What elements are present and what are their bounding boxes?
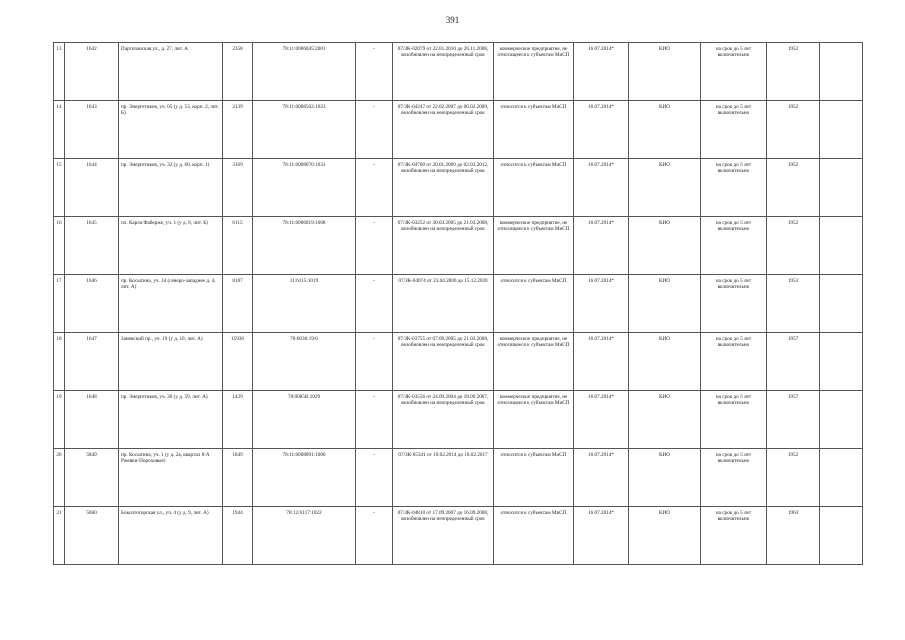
empty-cell-cell: - [356, 101, 393, 159]
date-cell: 16.07.2014* [574, 449, 629, 507]
blank-cell-cell [820, 333, 863, 391]
area-cell: 2358 [223, 43, 253, 101]
lease-agreement-cell: 07/ЗК-03252 от 30.03.2005 до 21.03.2008, возобновлен на неопределенный срок [393, 217, 494, 275]
cadastral-number-cell: 11:6115:1019 [253, 275, 356, 333]
authority-cell: КИО [629, 275, 701, 333]
object-id-cell: 1648 [65, 391, 119, 449]
page-number: 391 [445, 15, 460, 25]
blank-cell-cell [820, 101, 863, 159]
code-cell: 1957 [767, 391, 820, 449]
table-row [54, 275, 863, 333]
cadastral-number-cell: 78:11:0008070:1033 [253, 159, 356, 217]
object-id-cell: 1646 [65, 275, 119, 333]
row-number-cell: 18 [54, 333, 65, 391]
object-id-cell: 1644 [65, 159, 119, 217]
term-cell: на срок до 5 лет включительно [701, 275, 767, 333]
code-cell: 1952 [767, 101, 820, 159]
date-cell: 16.07.2014* [574, 43, 629, 101]
area-cell: 3169 [223, 159, 253, 217]
date-cell: 16.07.2014* [574, 333, 629, 391]
date-cell: 16.07.2014* [574, 159, 629, 217]
blank-cell-cell [820, 507, 863, 565]
area-cell: 2139 [223, 101, 253, 159]
authority-cell: КИО [629, 43, 701, 101]
code-cell: 1952 [767, 217, 820, 275]
object-id-cell: 1645 [65, 217, 119, 275]
lease-agreement-cell: 07/ЗК-02079 от 22.01.2010 до 26.11.2008, возобновлен на неопределенный срок [393, 43, 494, 101]
date-cell: 16.07.2014* [574, 507, 629, 565]
term-cell: на срок до 5 лет включительно [701, 391, 767, 449]
code-cell: 1952 [767, 159, 820, 217]
row-number-cell: 16 [54, 217, 65, 275]
authority-cell: КИО [629, 507, 701, 565]
area-cell: 6115 [223, 217, 253, 275]
code-cell: 1952 [767, 449, 820, 507]
object-id-cell: 5849 [65, 449, 119, 507]
address-cell: пл. Карла Фаберже, уч. 1 (у д. 8, лит. Б) [119, 217, 223, 275]
smb-status-cell: относится к субъектам МиСП [494, 159, 574, 217]
empty-cell-cell: - [356, 159, 393, 217]
authority-cell: КИО [629, 391, 701, 449]
row-number-cell: 20 [54, 449, 65, 507]
table-row [54, 333, 863, 391]
term-cell: на срок до 5 лет включительно [701, 333, 767, 391]
area-cell: 1429 [223, 391, 253, 449]
address-cell: Партизанская ул., д. 27, лит. А [119, 43, 223, 101]
object-id-cell: 1647 [65, 333, 119, 391]
cadastral-number-cell: 78:11:0006045:2001 [253, 43, 356, 101]
empty-cell-cell: - [356, 43, 393, 101]
term-cell: на срок до 5 лет включительно [701, 43, 767, 101]
table-row [54, 101, 863, 159]
row-number-cell: 13 [54, 43, 65, 101]
lease-agreement-cell: 07/ЗК-04700 от 20.01.2009 до 02.03.2012, возобновлен на неопределенный срок [393, 159, 494, 217]
authority-cell: КИО [629, 101, 701, 159]
cadastral-number-cell: 78:12:6117:1022 [253, 507, 356, 565]
smb-status-cell: относится к субъектам МиСП [494, 275, 574, 333]
smb-status-cell: коммерческое предприятие, не относящееся к субъектам МиСП [494, 391, 574, 449]
table-row [54, 217, 863, 275]
table-row [54, 391, 863, 449]
address-cell: пр. Косыгина, уч. 34 (северо-западнее д. 4, лит. А) [119, 275, 223, 333]
row-number-cell: 21 [54, 507, 65, 565]
cadastral-number-cell: 78:11:0008502:1023 [253, 101, 356, 159]
authority-cell: КИО [629, 217, 701, 275]
smb-status-cell: относится к субъектам МиСП [494, 449, 574, 507]
address-cell: Бокситогорская ул., уч. 4 (у д. 9, лит. А) [119, 507, 223, 565]
smb-status-cell: относится к субъектам МиСП [494, 101, 574, 159]
smb-status-cell: коммерческое предприятие, не относящееся к субъектам МиСП [494, 43, 574, 101]
code-cell: 1957 [767, 333, 820, 391]
term-cell: на срок до 5 лет включительно [701, 159, 767, 217]
code-cell: 1963 [767, 507, 820, 565]
term-cell: на срок до 5 лет включительно [701, 507, 767, 565]
lease-agreement-cell: 07/ЗК-04810 от 17.09.2007 до 16.09.2008, возобновлен на неопределенный срок [393, 507, 494, 565]
table-row [54, 159, 863, 217]
term-cell: на срок до 5 лет включительно [701, 101, 767, 159]
authority-cell: КИО [629, 449, 701, 507]
lease-agreement-cell: 07/ЗК-03755 от 07.09.2005 до 21.03.2008, возобновлен на неопределенный срок [393, 333, 494, 391]
lease-agreement-cell: 07/ЗК-05341 от 19.02.2014 до 18.02.2017 [393, 449, 494, 507]
term-cell: на срок до 5 лет включительно [701, 217, 767, 275]
object-id-cell: 5660 [65, 507, 119, 565]
area-cell: 1944 [223, 507, 253, 565]
empty-cell-cell: - [356, 391, 393, 449]
date-cell: 16.07.2014* [574, 275, 629, 333]
empty-cell-cell: - [356, 217, 393, 275]
object-id-cell: 1643 [65, 101, 119, 159]
empty-cell-cell: - [356, 507, 393, 565]
area-cell: 1849 [223, 449, 253, 507]
blank-cell-cell [820, 217, 863, 275]
cadastral-number-cell: 78:6036:19:6 [253, 333, 356, 391]
address-cell: пр. Энергетиков, уч. 30 (у д. 59, лит. А) [119, 391, 223, 449]
smb-status-cell: относится к субъектам МиСП [494, 507, 574, 565]
row-number-cell: 19 [54, 391, 65, 449]
authority-cell: КИО [629, 333, 701, 391]
address-cell: пр. Косыгина, уч. 1 (у д. 2а, квартал 8-А Ржевки-Пороховые) [119, 449, 223, 507]
cadastral-number-cell: 78:0085В:1029 [253, 391, 356, 449]
blank-cell-cell [820, 275, 863, 333]
authority-cell: КИО [629, 159, 701, 217]
blank-cell-cell [820, 43, 863, 101]
row-number-cell: 17 [54, 275, 65, 333]
smb-status-cell: коммерческое предприятие, не относящееся к субъектам МиСП [494, 217, 574, 275]
address-cell: пр. Энергетиков, уч. 32 (у д. 60, корп. 1) [119, 159, 223, 217]
address-cell: Заневский пр., уч. 19 (у д. 10, лит. А) [119, 333, 223, 391]
lease-agreement-cell: 07/ЗК-04247 от 22.02.2007 до 06.02.2009, возобновлен на неопределенный срок [393, 101, 494, 159]
empty-cell-cell: - [356, 275, 393, 333]
date-cell: 16.07.2014* [574, 217, 629, 275]
lease-agreement-cell: 07/ЗК-03556 от 24.09.2004 до 18.09.2007, возобновлен на неопределенный срок [393, 391, 494, 449]
object-id-cell: 1642 [65, 43, 119, 101]
blank-cell-cell [820, 391, 863, 449]
term-cell: на срок до 5 лет включительно [701, 449, 767, 507]
code-cell: 1952 [767, 43, 820, 101]
date-cell: 16.07.2014* [574, 101, 629, 159]
table-row [54, 507, 863, 565]
area-cell: 8187 [223, 275, 253, 333]
table-row [54, 43, 863, 101]
blank-cell-cell [820, 449, 863, 507]
smb-status-cell: коммерческое предприятие, не относящееся к субъектам МиСП [494, 333, 574, 391]
area-cell: 15936 [223, 333, 253, 391]
cadastral-number-cell: 78:11:0008091:1000 [253, 449, 356, 507]
lease-agreement-cell: 07/ЗК-04074 от 23.04.2006 до 15.12.2020 [393, 275, 494, 333]
row-number-cell: 15 [54, 159, 65, 217]
cadastral-number-cell: 78:11:0006019:1008 [253, 217, 356, 275]
empty-cell-cell: - [356, 333, 393, 391]
code-cell: 1953 [767, 275, 820, 333]
table-row [54, 449, 863, 507]
empty-cell-cell: - [356, 449, 393, 507]
date-cell: 16.07.2014* [574, 391, 629, 449]
blank-cell-cell [820, 159, 863, 217]
row-number-cell: 14 [54, 101, 65, 159]
address-cell: пр. Энергетиков, уч. 05 (у д. 53, корп. 2, лит. Б) [119, 101, 223, 159]
land-lease-table [53, 42, 863, 565]
